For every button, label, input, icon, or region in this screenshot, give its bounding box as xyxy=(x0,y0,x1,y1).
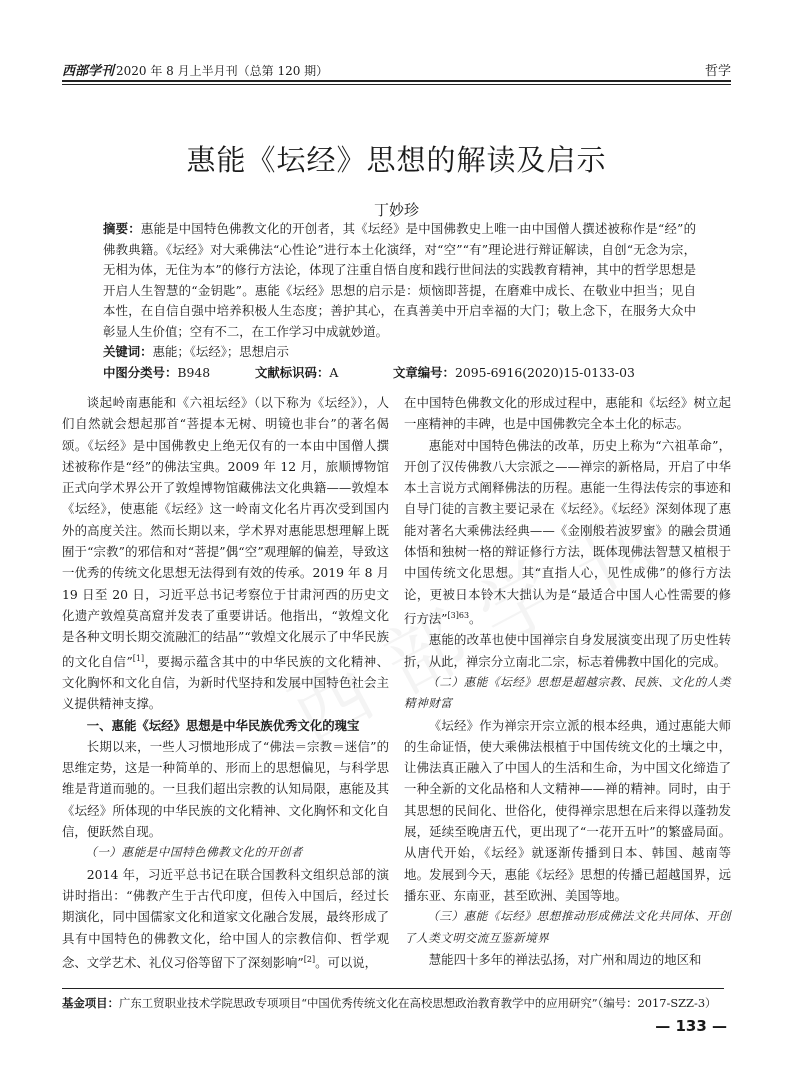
left-column xyxy=(62,392,389,973)
subsection-heading: （一）惠能是中国特色佛教文化的开创者 xyxy=(85,845,303,860)
article-number xyxy=(393,363,635,381)
header-rule xyxy=(62,80,731,82)
journal-info xyxy=(62,60,328,79)
keywords xyxy=(103,342,289,360)
keywords-text: 惠能；《坛经》；思想启示 xyxy=(152,344,289,359)
running-header xyxy=(62,58,731,80)
keywords-label: 关键词： xyxy=(103,344,153,359)
clc-value: B948 xyxy=(177,365,211,380)
article-no-value: 2095-6916(2020)15-0133-03 xyxy=(454,365,635,380)
paragraph: 慧能四十多年的禅法弘扬，对广州和周边的地区和 xyxy=(428,951,702,967)
journal-logo: 西部学刊 xyxy=(62,64,115,79)
doc-code-label: 文献标识码： xyxy=(255,365,330,380)
abstract-text: 惠能是中国特色佛教文化的开创者，其《坛经》是中国佛教史上唯一由中国僧人撰述被称作是“经”的佛教典籍。《坛经》对大乘佛法“心性论”进行本土化演绎，对“空”“有”理论进行辩证解读，自创“无念为宗，无相为体，无住为本”的修行方法论，体现了注重自悟自度和践行世间法的实践教育精神，其中的哲学思想是开启人生智慧的“金钥匙”。惠能《坛经》思想的启示是：烦恼即菩提，在磨难中成长、在敬业中担当；见自本性，在自信自强中培养积极人生态度；善护其心，在真善美中开启幸福的大门；敬上念下，在服务大众中彰显人生价值；空有不二，在工作学习中成就妙道。 xyxy=(103,221,697,339)
paragraph xyxy=(62,392,389,715)
section-label: 哲学 xyxy=(704,64,731,79)
page-number: — 133 — xyxy=(655,1017,727,1035)
paragraph-text: 。可以说， xyxy=(315,954,378,970)
paragraph-text: 惠能对中国特色佛法的改革，历史上称为“六祖革命”，开创了汉传佛教八大宗派之——禅宗的新格局，开启了中华本土言说方式阐释佛法的历程。惠能一生得法传宗的事迹和自导门徒的言教主要记录在《坛经》。《坛经》深刻体现了惠能对著名大乘佛法经典——《金刚般若波罗蜜》的融会贯通体悟和独树一格的辩证修行方法，既体现佛法智慧又植根于中国传统文化思想。其“直指人心，见性成佛”的修行方法论，更被日本铃木大拙认为是“最适合中国人心性需要的修行方法” xyxy=(404,437,731,627)
paragraph-text: ，要揭示蕴含其中的中华民族的文化精神、文化胸怀和文化自信，为新时代坚持和发展中国特色社会主义提供精神支撑。 xyxy=(62,653,389,712)
paragraph-text: 2014 年，习近平总书记在联合国教科文组织总部的演讲时指出：“佛教产生于古代印度，但传入中国后，经过长期演化，同中国儒家文化和道家文化融合发展，最终形成了具有中国特色的佛教文化，给中国人的宗教信仰、哲学观念、文学艺术、礼仪习俗等留下了深刻影响” xyxy=(62,866,389,970)
paragraph xyxy=(62,864,389,974)
paragraph: 长期以来，一些人习惯地形成了“佛法＝宗教＝迷信”的思维定势，这是一种简单的、形而上的思想偏见，与科学思维是背道而驰的。一旦我们超出宗教的认知局限，惠能及其《坛经》所体现的中华民族的文化精神、文化胸怀和文化自信，便跃然自现。 xyxy=(62,738,389,840)
abstract-label: 摘要： xyxy=(103,221,141,236)
citation: [3]63 xyxy=(447,610,470,620)
right-column xyxy=(404,392,731,970)
article-author: 丁妙珍 xyxy=(373,201,419,219)
subsection-heading: （二）惠能《坛经》思想是超越宗教、民族、文化的人类精神财富 xyxy=(404,674,731,711)
paragraph xyxy=(404,435,731,630)
subsection-heading: （三）惠能《坛经》思想推动形成佛法文化共同体、开创了人类文明交流互鉴新境界 xyxy=(404,909,731,945)
funding-label: 基金项目： xyxy=(62,996,119,1010)
issue-info: 2020 年 8 月上半月刊（总第 120 期） xyxy=(116,64,329,78)
header-rule-thin xyxy=(62,84,731,85)
citation: [2] xyxy=(303,954,316,964)
citation: [1] xyxy=(132,653,145,663)
paragraph: 惠能的改革也使中国禅宗自身发展演变出现了历史性转折，从此，禅宗分立南北二宗，标志着佛教中国化的完成。 xyxy=(404,632,731,669)
paragraph-text: 。 xyxy=(469,611,482,627)
article-title: 惠能《坛经》思想的解读及启示 xyxy=(186,143,607,177)
clc-label: 中图分类号： xyxy=(103,365,178,380)
document-code xyxy=(255,363,338,381)
abstract xyxy=(103,219,696,342)
clc-code xyxy=(103,363,210,381)
doc-code-value: A xyxy=(329,365,339,380)
footnote-rule xyxy=(62,988,724,989)
funding-text: 广东工贸职业技术学院思政专项项目“中国优秀传统文化在高校思想政治教育教学中的应用研究”（编号：2017-SZZ-3） xyxy=(118,996,717,1010)
section-heading: 一、惠能《坛经》思想是中华民族优秀文化的瑰宝 xyxy=(86,717,360,733)
funding-note xyxy=(62,995,716,1011)
article-no-label: 文章编号： xyxy=(393,365,455,380)
paragraph-text: 谈起岭南惠能和《六祖坛经》（以下称为《坛经》），人们自然就会想起那首“菩提本无树、明镜也非台”的著名偈颂。《坛经》是中国佛教史上绝无仅有的一本由中国僧人撰述被称作是“经”的佛法宝典。2009 年 12 月，旅顺博物馆正式向学术界公开了敦煌博物馆藏佛法文化典籍——敦煌本《坛经》，使惠能《坛经》这一岭南文化名片再次受到国内外的高度关注。然而长期以来，学术界对惠能思想理解上既囿于“宗教”的邪信和对“菩提”偶“空”观理解的偏差，导致这一优秀的传统文化思想无法得到有效的传承。2019 年 8 月 19 日至 20 日，习近平总书记考察位于甘肃河西的历史文化遗产敦煌莫高窟并发表了重要讲话。他指出，“敦煌文化是各种文明长期交流融汇的结晶”“敦煌文化展示了中华民族的文化自信” xyxy=(62,395,389,669)
paragraph: 在中国特色佛教文化的形成过程中，惠能和《坛经》树立起一座精神的丰碑，也是中国佛教完全本土化的标志。 xyxy=(404,395,731,432)
paragraph: 《坛经》作为禅宗开宗立派的根本经典，通过惠能大师的生命证悟，使大乘佛法根植于中国传统文化的土壤之中，让佛法真正融入了中国人的生活和生命，为中国文化缔造了一种全新的文化品格和人文精神——禅的精神。同时，由于其思想的民间化、世俗化，使得禅宗思想在后来得以蓬勃发展，延续至晚唐五代，更出现了“一花开五叶”的繁盛局面。从唐代开始，《坛经》就逐渐传播到日本、韩国、越南等地。发展到今天，惠能《坛经》思想的传播已超越国界，远播东亚、东南亚，甚至欧洲、美国等地。 xyxy=(404,717,731,903)
